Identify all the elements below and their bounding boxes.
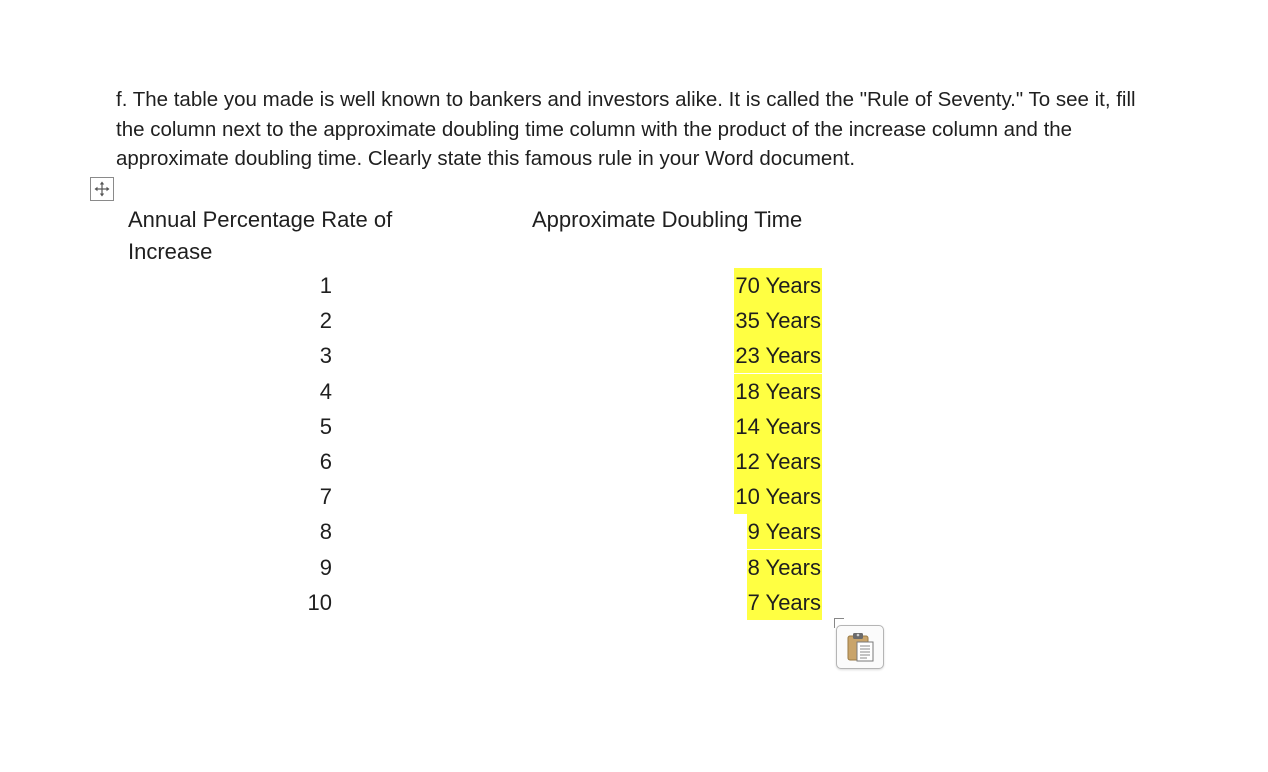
rate-cell: 7 [319,484,332,510]
doubling-time-cell: 12 Years [734,444,822,479]
instruction-text: f. The table you made is well known to bankers and investors alike. It is called the "Rule of Seventy." To see it, fill the column next to the approximate doubling time column with the product of the increase column and the approximate doubling time. Clearly state this famous rule in your Word document. [116,88,1136,170]
header-annual-rate: Annual Percentage Rate of Increase [128,207,393,264]
rate-cell: 1 [319,273,332,298]
doubling-time-cell: 18 Years [734,374,822,409]
rate-cell: 6 [319,448,332,474]
rate-cell: 3 [319,343,332,369]
clipboard-icon [843,630,877,664]
rule-of-seventy-table [0,268,1268,620]
table-row [0,479,1268,514]
doubling-time-cell: 7 Years [747,585,822,620]
doubling-time-cell: 9 Years [747,514,822,549]
rate-cell: 4 [319,378,332,404]
table-row [0,409,1268,444]
table-row [0,374,1268,409]
header-doubling-time: Approximate Doubling Time [532,207,803,232]
table-row [0,303,1268,338]
table-row [0,268,1268,303]
table-row [0,514,1268,549]
rate-cell: 5 [319,413,332,439]
table-move-handle[interactable] [90,177,114,201]
doubling-time-cell: 35 Years [734,303,822,338]
table-row [0,550,1268,585]
table-row [0,585,1268,620]
doubling-time-cell: 10 Years [734,479,822,514]
doubling-time-cell: 8 Years [747,550,822,585]
doubling-time-cell: 14 Years [734,409,822,444]
table-row [0,338,1268,373]
paste-options-button[interactable] [836,625,884,669]
rate-cell: 2 [319,308,332,334]
doubling-time-cell: 23 Years [734,338,822,373]
rate-cell: 10 [307,589,332,615]
move-arrows-icon [94,181,110,197]
table-row [0,444,1268,479]
rate-cell: 8 [319,519,332,545]
doubling-time-cell: 70 Years [734,268,822,303]
rate-cell: 9 [319,554,332,580]
